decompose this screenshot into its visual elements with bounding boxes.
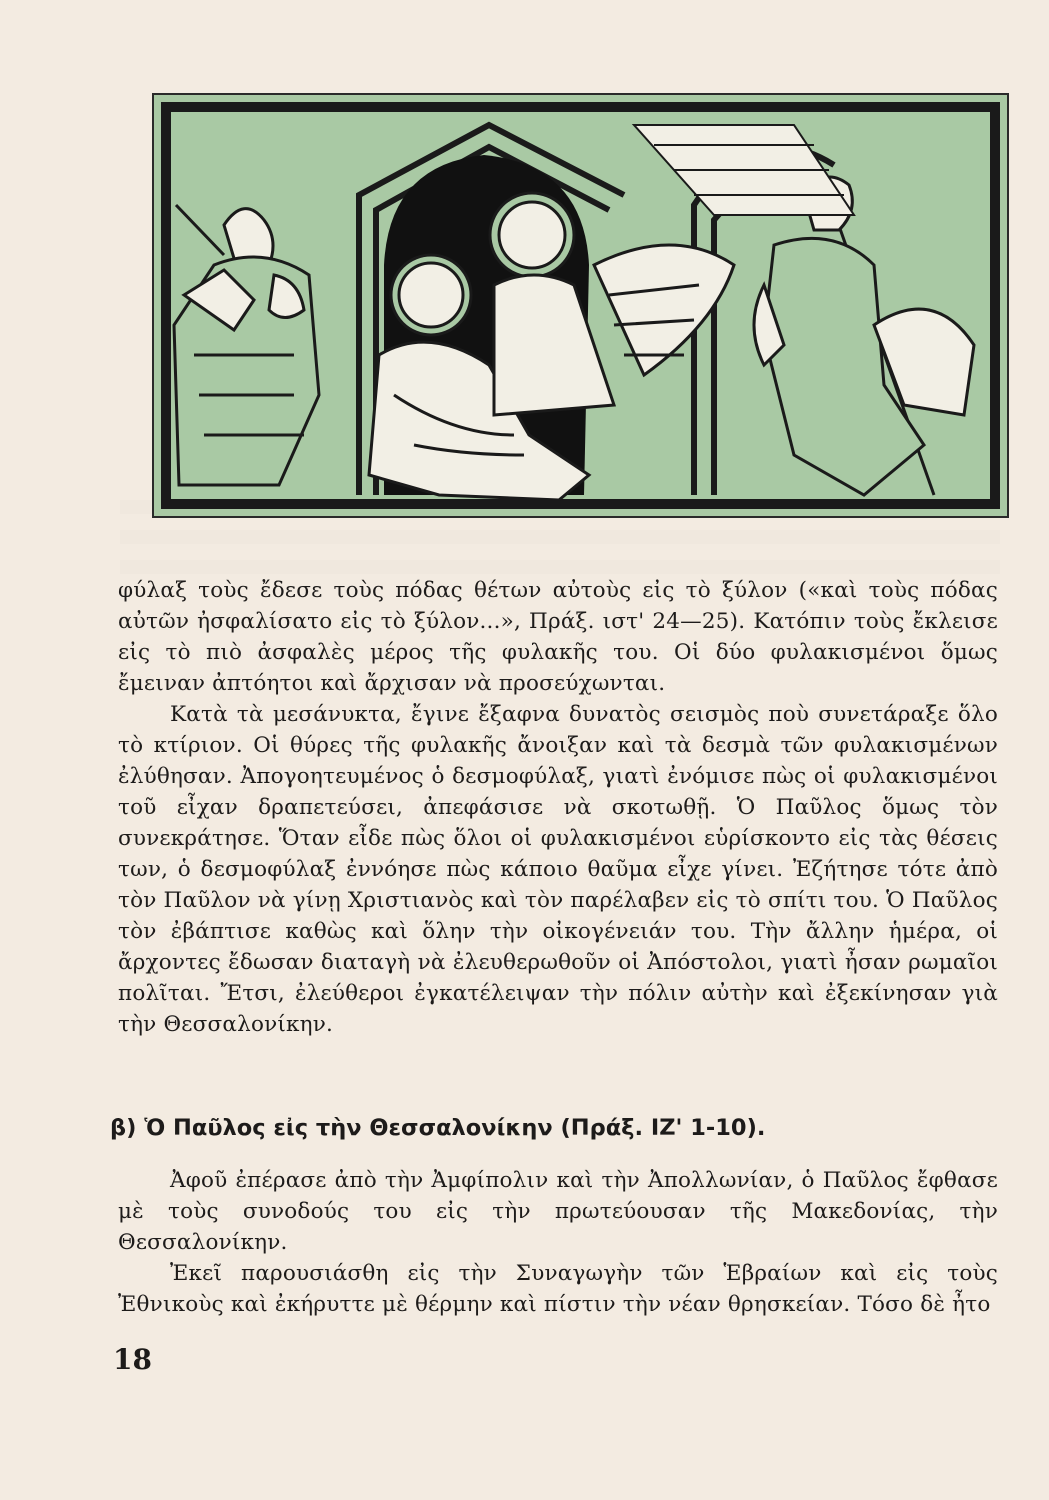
roof-hatch	[634, 125, 854, 215]
prison-scene-woodcut-icon	[154, 95, 1007, 516]
left-soldier-figure	[174, 205, 319, 485]
paragraph-1	[118, 575, 998, 699]
paragraph-3	[118, 1165, 998, 1258]
prison-scene-illustration	[152, 93, 1009, 518]
paragraph-1-text: φύλαξ τοὺς ἔδεσε τοὺς πόδας θέτων αὐτοὺς εἰς τὸ ξύλον («καὶ τοὺς πόδας αὐτῶν ἠσφαλίσατο εἰς τὸ ξύλον...», Πράξ. ιστ' 24—25). Κατόπιν τοὺς ἔκλεισε εἰς τὸ πιὸ ἀσφαλὲς μέρος τῆς φυλακῆς του. Οἱ δύο φυλακισμένοι ὅμως ἔμειναν ἀπτόητοι καὶ ἄρχισαν νὰ προσεύχωνται.	[118, 578, 998, 696]
page-number: 18	[113, 1343, 152, 1376]
section-heading: β) Ὁ Παῦλος εἰς τὴν Θεσσαλονίκην (Πράξ. ΙΖ' 1-10).	[110, 1115, 766, 1141]
angel-figure	[490, 193, 734, 415]
paragraph-4-text: Ἐκεῖ παρουσιάσθη εἰς τὴν Συναγωγὴν τῶν Ἑβραίων καὶ εἰς τοὺς Ἐθνικοὺς καὶ ἐκήρυττε μὲ θέρμην καὶ πίστιν τὴν νέαν θρησκείαν. Τόσο δὲ ἦτο	[118, 1261, 998, 1317]
paragraph-2-text: Κατὰ τὰ μεσάνυκτα, ἔγινε ἔξαφνα δυνατὸς σεισμὸς ποὺ συνετάραξε ὅλο τὸ κτίριον. Οἱ θύρες τῆς φυλακῆς ἄνοιξαν καὶ τὰ δεσμὰ τῶν φυλακισμένων ἐλύθησαν. Ἀπογοητευμένος ὁ δεσμοφύλαξ, γιατὶ ἐνόμισε πὼς οἱ φυλακισμένοι τοῦ εἶχαν δραπετεύσει, ἀπεφάσισε νὰ σκοτωθῇ. Ὁ Παῦλος ὅμως τὸν συνεκράτησε. Ὅταν εἶδε πὼς ὅλοι οἱ φυλακισμένοι εὑρίσκοντο εἰς τὰς θέσεις των, ὁ δεσμοφύλαξ ἐννόησε πὼς κάποιο θαῦμα εἶχε γίνει. Ἐζήτησε τότε ἀπὸ τὸν Παῦλον νὰ γίνῃ Χριστιανὸς καὶ τὸν παρέλαβεν εἰς τὸ σπίτι του. Ὁ Παῦλος τὸν ἐβάπτισε καθὼς καὶ ὅλην τὴν οἰκογένειάν του. Τὴν ἄλλην ἡμέρα, οἱ ἄρχοντες ἔδωσαν διαταγὴ νὰ ἐλευθερωθοῦν οἱ Ἀπόστολοι, γιατὶ ἦσαν ρωμαῖοι πολῖται. Ἔτσι, ἐλεύθεροι ἐγκατέλειψαν τὴν πόλιν αὐτὴν καὶ ἐξεκίνησαν γιὰ τὴν Θεσσαλονίκην.	[118, 702, 998, 1037]
paragraph-2	[118, 699, 998, 1040]
paragraph-3-text: Ἀφοῦ ἐπέρασε ἀπὸ τὴν Ἀμφίπολιν καὶ τὴν Ἀπολλωνίαν, ὁ Παῦλος ἔφθασε μὲ τοὺς συνοδούς του εἰς τὴν πρωτεύουσαν τῆς Μακεδονίας, τὴν Θεσσαλονίκην.	[118, 1168, 998, 1255]
paragraph-4	[118, 1258, 998, 1320]
